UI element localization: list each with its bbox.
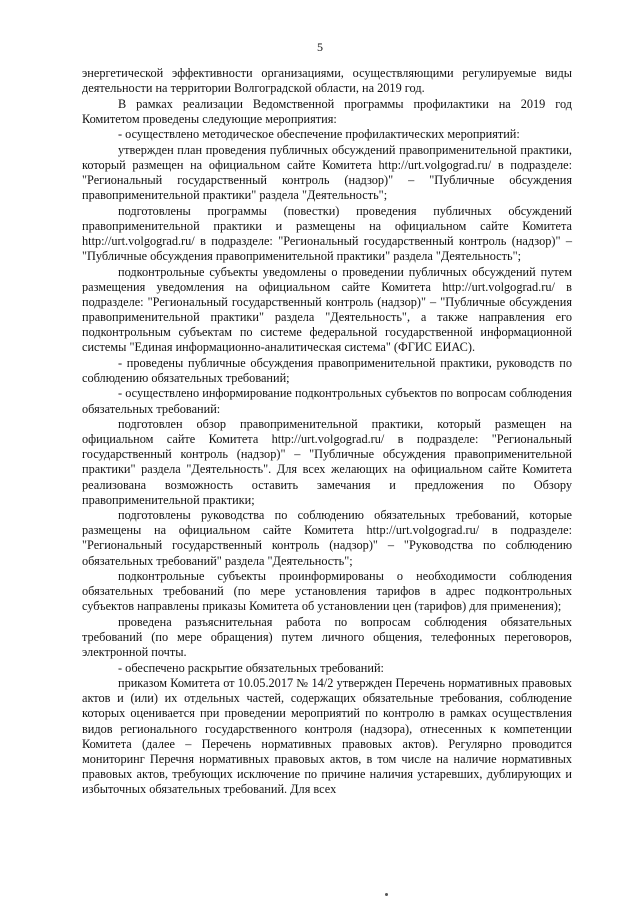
paragraph: - осуществлено информирование подконтрольных субъектов по вопросам соблюдения обязательных требований:: [82, 386, 572, 416]
page-number: 5: [317, 40, 323, 54]
paragraph: подготовлены руководства по соблюдению обязательных требований, которые размещены на официальном сайте Комитета http://urt.volgograd.ru/ в подразделе: "Региональный государственный контроль (надзор)" – "Руководства по соблюдению обязательных требований" раздела "Деятельность";: [82, 508, 572, 568]
paragraph: приказом Комитета от 10.05.2017 № 14/2 утвержден Перечень нормативных правовых актов и (или) их отдельных частей, содержащих обязательные требования, соблюдение которых оценивается при проведении мероприятий по контролю в рамках осуществления видов регионального государственного контроля (надзора), отнесенных к компетенции Комитета (далее – Перечень нормативных правовых актов). Регулярно проводится мониторинг Перечня нормативных правовых актов, в том числе на наличие нормативных правовых актов, требующих исключение по причине наличия устаревших, дублирующих и избыточных обязательных требований. Для всех: [82, 676, 572, 796]
paragraph: утвержден план проведения публичных обсуждений правоприменительной практики, который размещен на официальном сайте Комитета http://urt.volgograd.ru/ в подразделе: "Региональный государственный контроль (надзор)" – "Публичные обсуждения правоприменительной практики" раздела "Деятельность";: [82, 142, 572, 203]
paragraph: В рамках реализации Ведомственной программы профилактики на 2019 год Комитетом проведены следующие мероприятия:: [82, 96, 572, 126]
paragraph: - осуществлено методическое обеспечение профилактических мероприятий:: [118, 127, 520, 142]
paragraph: - проведены публичные обсуждения правоприменительной практики, руководств по соблюдению обязательных требований;: [82, 355, 572, 385]
paragraph: энергетической эффективности организациями, осуществляющими регулируемые виды деятельности на территории Волгоградской области, на 2019 год.: [82, 66, 572, 96]
document-body: [82, 66, 572, 798]
paragraph: проведена разъяснительная работа по вопросам соблюдения обязательных требований (по мере обращения) путем личного общения, телефонных переговоров, электронной почты.: [82, 614, 572, 660]
paragraph: подконтрольные субъекты уведомлены о проведении публичных обсуждений путем размещения уведомления на официальном сайте Комитета http://urt.volgograd.ru/ в подразделе: "Региональный государственный контроль (надзор)" – "Публичные обсуждения правоприменительной практики" раздела "Деятельность", а также направления его подконтрольным субъектам по системе федеральной государственной информационной системы "Единая информационно-аналитическая система" (ФГИС ЕИАС).: [82, 264, 572, 355]
paragraph: подконтрольные субъекты проинформированы о необходимости соблюдения обязательных требований (по мере установления тарифов в адрес подконтрольных субъектов направлены приказы Комитета об установлении цен (тарифов) для применения);: [82, 569, 572, 614]
paragraph: - обеспечено раскрытие обязательных требований:: [118, 660, 384, 675]
paragraph: подготовлен обзор правоприменительной практики, который размещен на официальном сайте Комитета http://urt.volgograd.ru/ в подразделе: "Региональный государственный контроль (надзор)" – "Публичные обсуждения правоприменительной практики" раздела "Деятельность". Для всех желающих на официальном сайте Комитета реализована возможность оставить замечания и предложения по Обзору правоприменительной практики;: [82, 417, 572, 507]
scan-mark: [385, 893, 388, 896]
paragraph: подготовлены программы (повестки) проведения публичных обсуждений правоприменительной практики и размещены на официальном сайте Комитета http://urt.volgograd.ru/ в подразделе: "Региональный государственный контроль (надзор)" – "Публичные обсуждения правоприменительной практики" раздела "Деятельность";: [82, 203, 572, 264]
